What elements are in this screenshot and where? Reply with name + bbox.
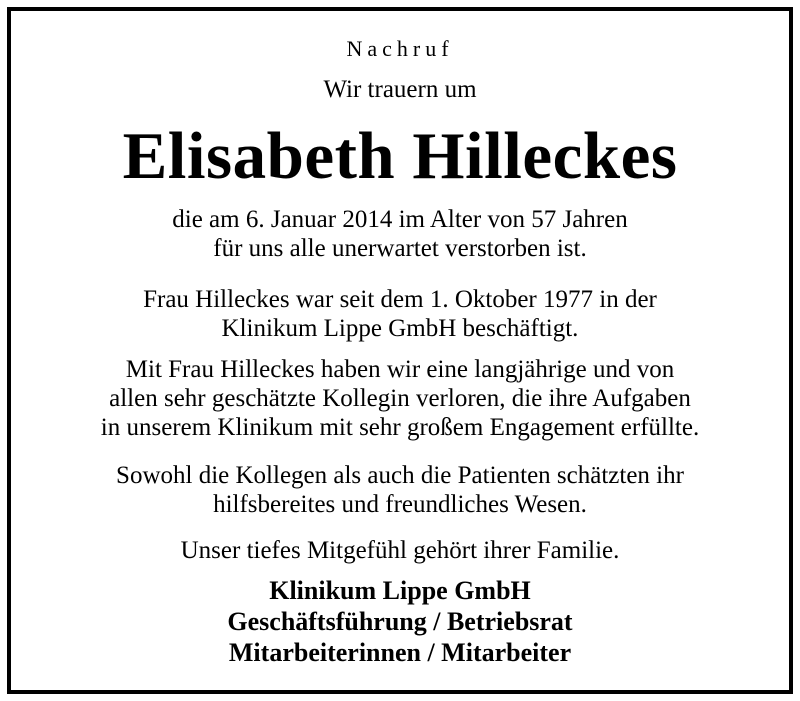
paragraph-line: für uns alle unerwartet verstorben ist. (213, 235, 587, 262)
employment-paragraph (11, 285, 789, 343)
paragraph-line: Unser tiefes Mitgefühl gehört ihrer Familie. (180, 537, 620, 564)
paragraph-line: die am 6. Januar 2014 im Alter von 57 Jahren (172, 206, 628, 233)
paragraph-line: allen sehr geschätzte Kollegin verloren, die ihre Aufgaben (109, 385, 691, 412)
notice-heading: Nachruf (346, 36, 454, 61)
death-date-paragraph (11, 205, 789, 263)
appreciation-paragraph (11, 461, 789, 519)
signature-block (11, 575, 789, 668)
condolence-paragraph (11, 536, 789, 565)
paragraph-line: in unserem Klinikum mit sehr großem Engagement erfüllte. (100, 414, 700, 441)
obituary-notice (7, 7, 793, 694)
deceased-name: Elisabeth Hilleckes (122, 119, 678, 193)
paragraph-line: Sowohl die Kollegen als auch die Patienten schätzten ihr (116, 462, 684, 489)
signature-line: Klinikum Lippe GmbH (269, 576, 531, 605)
colleague-paragraph (11, 355, 789, 442)
signature-line: Geschäftsführung / Betriebsrat (227, 607, 573, 636)
paragraph-line: hilfsbereites und freundliches Wesen. (213, 491, 587, 518)
paragraph-line: Mit Frau Hilleckes haben wir eine langjährige und von (125, 356, 675, 383)
paragraph-line: Klinikum Lippe GmbH beschäftigt. (221, 315, 579, 342)
signature-line: Mitarbeiterinnen / Mitarbeiter (228, 638, 572, 667)
paragraph-line: Frau Hilleckes war seit dem 1. Oktober 1977 in der (143, 286, 657, 313)
notice-subheading: Wir trauern um (323, 76, 477, 103)
